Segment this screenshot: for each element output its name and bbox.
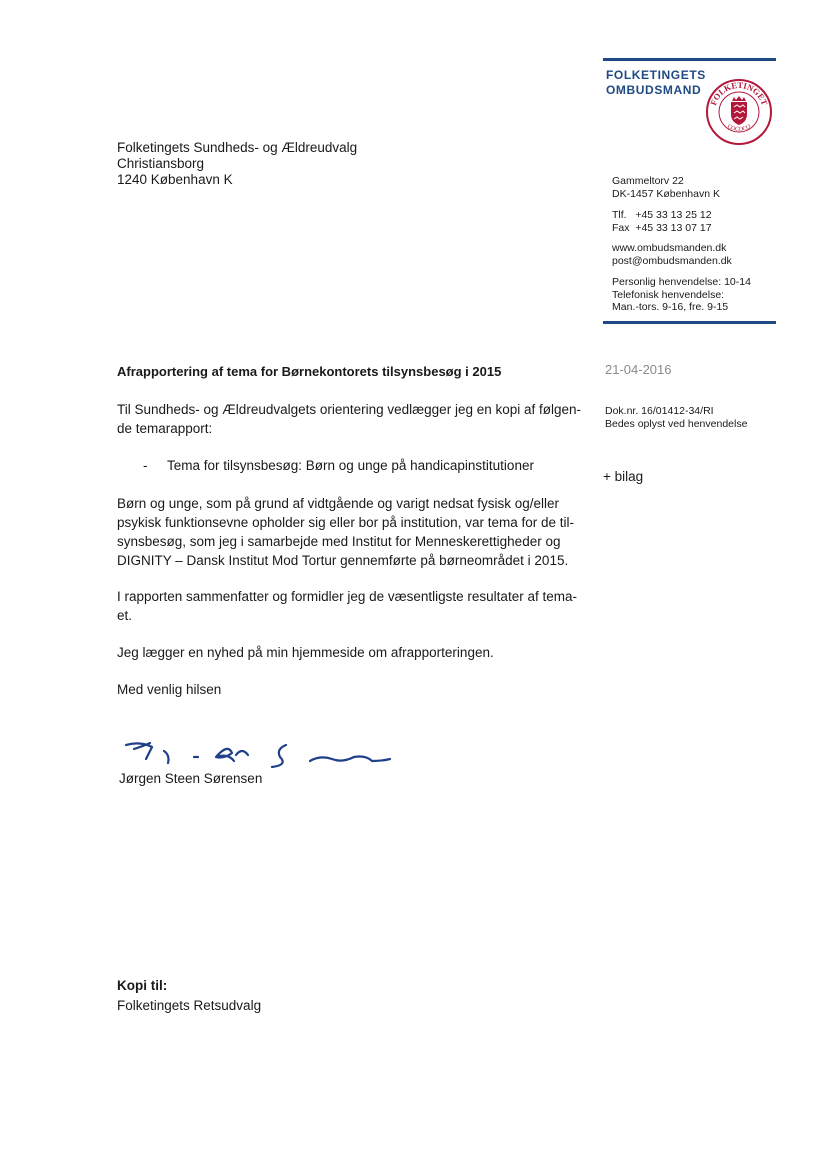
contact-address <box>612 175 720 200</box>
org-name-line2: OMBUDSMAND <box>606 83 702 97</box>
contact-hours-block <box>612 276 751 314</box>
paragraph-summary-line1: I rapporten sammenfatter og formidler jeg de væsentligste resultater af tema- <box>117 589 577 604</box>
paragraph-summary-line2: et. <box>117 608 133 623</box>
seal-text-top: FOLKETINGET <box>708 79 770 107</box>
header-bottom-rule <box>603 321 776 324</box>
copy-recipient: Folketingets Retsudvalg <box>117 998 262 1013</box>
paragraph-news: Jeg lægger en nyhed på min hjemmeside om afrapporteringen. <box>117 645 494 660</box>
seal-text-bottom: COCOCO <box>726 123 752 133</box>
doc-note: Bedes oplyst ved henvendelse <box>605 418 748 430</box>
bullet-text: Tema for tilsynsbesøg: Børn og unge på handicapinstitutioner <box>167 458 534 473</box>
coat-of-arms-seal-icon <box>705 78 773 146</box>
letter-date: 21-04-2016 <box>605 362 672 377</box>
letter-title: Afrapportering af tema for Børnekontorets tilsynsbesøg i 2015 <box>117 364 502 379</box>
contact-web: www.ombudsmanden.dk <box>612 242 727 254</box>
contact-city: DK-1457 København K <box>612 187 720 200</box>
attachment-note: + bilag <box>603 469 644 484</box>
closing-greeting: Med venlig hilsen <box>117 682 222 697</box>
contact-phone-block <box>612 209 712 234</box>
contact-hours2: Telefonisk henvendelse: <box>612 288 725 301</box>
org-name <box>606 68 706 98</box>
recipient-address <box>117 140 357 188</box>
signer-name: Jørgen Steen Sørensen <box>119 771 263 786</box>
bullet-dash: - <box>143 458 148 473</box>
contact-street: Gammeltorv 22 <box>612 175 684 187</box>
recipient-line2: Christiansborg <box>117 156 205 171</box>
contact-email: post@ombudsmanden.dk <box>612 254 732 267</box>
document-number <box>605 405 747 431</box>
contact-hours3: Man.-tors. 9-16, fre. 9-15 <box>612 301 729 313</box>
paragraph-intro-line1: Til Sundheds- og Ældreudvalgets orientering vedlægger jeg en kopi af følgen- <box>117 402 582 417</box>
recipient-line1: Folketingets Sundheds- og Ældreudvalg <box>117 140 358 155</box>
recipient-line3: 1240 København K <box>117 172 233 187</box>
paragraph-theme-line1: Børn og unge, som på grund af vidtgående og varigt nedsat fysisk og/eller <box>117 496 560 511</box>
report-list-item <box>143 458 534 473</box>
paragraph-theme-line3: synsbesøg, som jeg i samarbejde med Institut for Menneskerettigheder og <box>117 534 561 549</box>
contact-phone: Tlf. +45 33 13 25 12 <box>612 209 712 221</box>
header-top-rule <box>603 58 776 61</box>
contact-hours1: Personlig henvendelse: 10-14 <box>612 276 751 288</box>
doc-nr: Dok.nr. 16/01412-34/RI <box>605 405 714 417</box>
paragraph-theme <box>117 494 587 570</box>
contact-web-block <box>612 242 732 267</box>
paragraph-theme-line4: DIGNITY – Dansk Institut Mod Tortur gennemførte på børneområdet i 2015. <box>117 553 569 568</box>
paragraph-intro <box>117 400 587 438</box>
paragraph-intro-line2: de temarapport: <box>117 421 213 436</box>
copy-heading: Kopi til: <box>117 978 168 993</box>
org-name-line1: FOLKETINGETS <box>606 68 706 82</box>
contact-fax: Fax +45 33 13 07 17 <box>612 221 712 234</box>
paragraph-theme-line2: psykisk funktionsevne opholder sig eller bor på institution, var tema for de til- <box>117 515 574 530</box>
paragraph-summary <box>117 587 587 625</box>
